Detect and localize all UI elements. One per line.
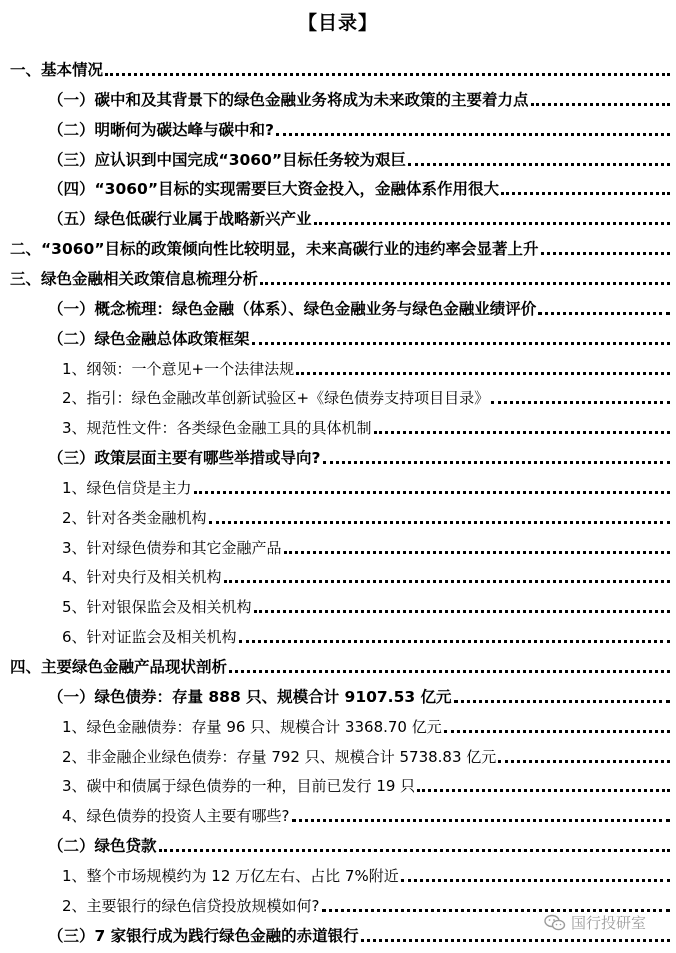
toc-entry-level-2[interactable] (0, 828, 676, 856)
dot-leader (374, 417, 670, 434)
toc-entry-label: 四、主要绿色金融产品现状剖析 (10, 658, 228, 676)
dot-leader (105, 59, 670, 76)
toc-entry-label: （四）“3060”目标的实现需要巨大资金投入，金融体系作用很大 (48, 180, 500, 199)
dot-leader (531, 89, 670, 106)
dot-leader (159, 835, 670, 852)
toc-entry-label: 1、整个市场规模约为 12 万亿左右、占比 7%附近 (62, 866, 399, 885)
toc-entry-label: （一）概念梳理：绿色金融（体系）、绿色金融业务与绿色金融业绩评价 (48, 299, 537, 318)
toc-entry-level-3[interactable] (0, 559, 676, 587)
toc-entry-level-3[interactable] (0, 709, 676, 737)
dot-leader (323, 447, 671, 464)
dot-leader (322, 895, 670, 912)
toc-entry-label: 3、规范性文件：各类绿色金融工具的具体机制 (62, 419, 372, 438)
toc-entry-label: 2、指引：绿色金融改革创新试验区+《绿色债券支持项目目录》 (62, 389, 490, 408)
toc-entry-level-2[interactable] (0, 142, 676, 170)
dot-leader (260, 268, 670, 285)
dot-leader (284, 537, 670, 554)
toc-entry-level-3[interactable] (0, 351, 676, 379)
toc-entry-level-2[interactable] (0, 440, 676, 468)
toc-entry-level-3[interactable] (0, 470, 676, 498)
toc-entry-level-3[interactable] (0, 380, 676, 408)
dot-leader (454, 686, 670, 703)
toc-entry-level-3[interactable] (0, 500, 676, 528)
toc-entry-level-3[interactable] (0, 798, 676, 826)
toc-entry-label: 4、绿色债券的投资人主要有哪些? (62, 807, 290, 826)
page-title: 【目录】 (297, 12, 378, 34)
toc-entry-label: 1、绿色信贷是主力 (62, 478, 192, 497)
toc-entry-label: 2、针对各类金融机构 (62, 508, 207, 527)
toc-entry-label: 三、绿色金融相关政策信息梳理分析 (10, 269, 259, 288)
dot-leader (417, 775, 670, 792)
toc-entry-label: 1、绿色金融债券：存量 96 只、规模合计 3368.70 亿元 (62, 717, 442, 736)
toc-entry-level-1[interactable] (0, 649, 676, 677)
toc-entry-label: 二、“3060”目标的政策倾向性比较明显，未来高碳行业的违约率会显著上升 (10, 240, 539, 259)
dot-leader (408, 149, 670, 166)
toc-entry-level-2[interactable] (0, 321, 676, 349)
toc-entry-label: 3、针对绿色债券和其它金融产品 (62, 538, 282, 557)
watermark (544, 912, 646, 933)
toc-entry-level-3[interactable] (0, 530, 676, 558)
dot-leader (401, 865, 670, 882)
toc-entry-label: （三）应认识到中国完成“3060”目标任务较为艰巨 (48, 150, 407, 169)
wechat-icon (544, 914, 566, 932)
toc-entry-level-3[interactable] (0, 619, 676, 647)
dot-leader (538, 298, 670, 315)
toc-entry-level-2[interactable] (0, 82, 676, 110)
toc-entry-label: （一）绿色债券：存量 888 只、规模合计 9107.53 亿元 (48, 687, 452, 706)
toc-entry-label: 2、非金融企业绿色债券：存量 792 只、规模合计 5738.83 亿元 (62, 747, 497, 766)
toc-entry-level-2[interactable] (0, 112, 676, 140)
toc-entry-label: （一）碳中和及其背景下的绿色金融业务将成为未来政策的主要着力点 (48, 90, 529, 109)
toc-entry-level-3[interactable] (0, 589, 676, 617)
watermark-text: 国行投研室 (571, 914, 647, 932)
toc-entry-label: （二）绿色贷款 (48, 837, 157, 856)
dot-leader (498, 746, 670, 763)
toc-entry-label: （三）7 家银行成为践行绿色金融的赤道银行 (48, 926, 359, 945)
dot-leader (491, 387, 670, 404)
dot-leader (209, 507, 670, 524)
toc-entry-label: 2、主要银行的绿色信贷投放规模如何? (62, 896, 320, 915)
toc-entry-label: （二）绿色金融总体政策框架 (48, 329, 250, 348)
toc-entry-level-2[interactable] (0, 171, 676, 199)
toc-entry-label: （三）政策层面主要有哪些举措或导向? (48, 449, 321, 468)
dot-leader (292, 805, 670, 822)
toc-entry-label: 4、针对央行及相关机构 (62, 568, 222, 587)
toc-entry-level-2[interactable] (0, 679, 676, 707)
toc-entry-label: 6、针对证监会及相关机构 (62, 628, 237, 647)
toc-entry-level-1[interactable] (0, 231, 676, 259)
dot-leader (276, 119, 670, 136)
dot-leader (314, 208, 670, 225)
dot-leader (224, 566, 670, 583)
toc-entry-label: 1、纲领：一个意见+一个法律法规 (62, 359, 295, 378)
toc-entry-label: 一、基本情况 (10, 61, 104, 79)
dot-leader (541, 238, 670, 255)
dot-leader (252, 328, 670, 345)
dot-leader (239, 626, 670, 643)
toc-entry-label: （二）明晰何为碳达峰与碳中和? (48, 120, 274, 139)
toc-entry-label: 3、碳中和债属于绿色债券的一种，目前已发行 19 只 (62, 777, 416, 796)
dot-leader (444, 716, 670, 733)
toc-entry-level-3[interactable] (0, 768, 676, 796)
toc-entry-level-3[interactable] (0, 739, 676, 767)
toc-entry-label: 5、针对银保监会及相关机构 (62, 598, 252, 617)
toc-entry-level-3[interactable] (0, 410, 676, 438)
toc-entry-level-3[interactable] (0, 858, 676, 886)
toc-entry-level-1[interactable] (0, 52, 676, 80)
dot-leader (296, 358, 670, 375)
toc-entry-level-2[interactable] (0, 201, 676, 229)
toc-entry-level-1[interactable] (0, 261, 676, 289)
dot-leader (194, 477, 670, 494)
toc-entry-label: （五）绿色低碳行业属于战略新兴产业 (48, 210, 312, 229)
dot-leader (229, 656, 670, 673)
dot-leader (254, 596, 670, 613)
dot-leader (501, 178, 670, 195)
toc-entry-level-2[interactable] (0, 291, 676, 319)
